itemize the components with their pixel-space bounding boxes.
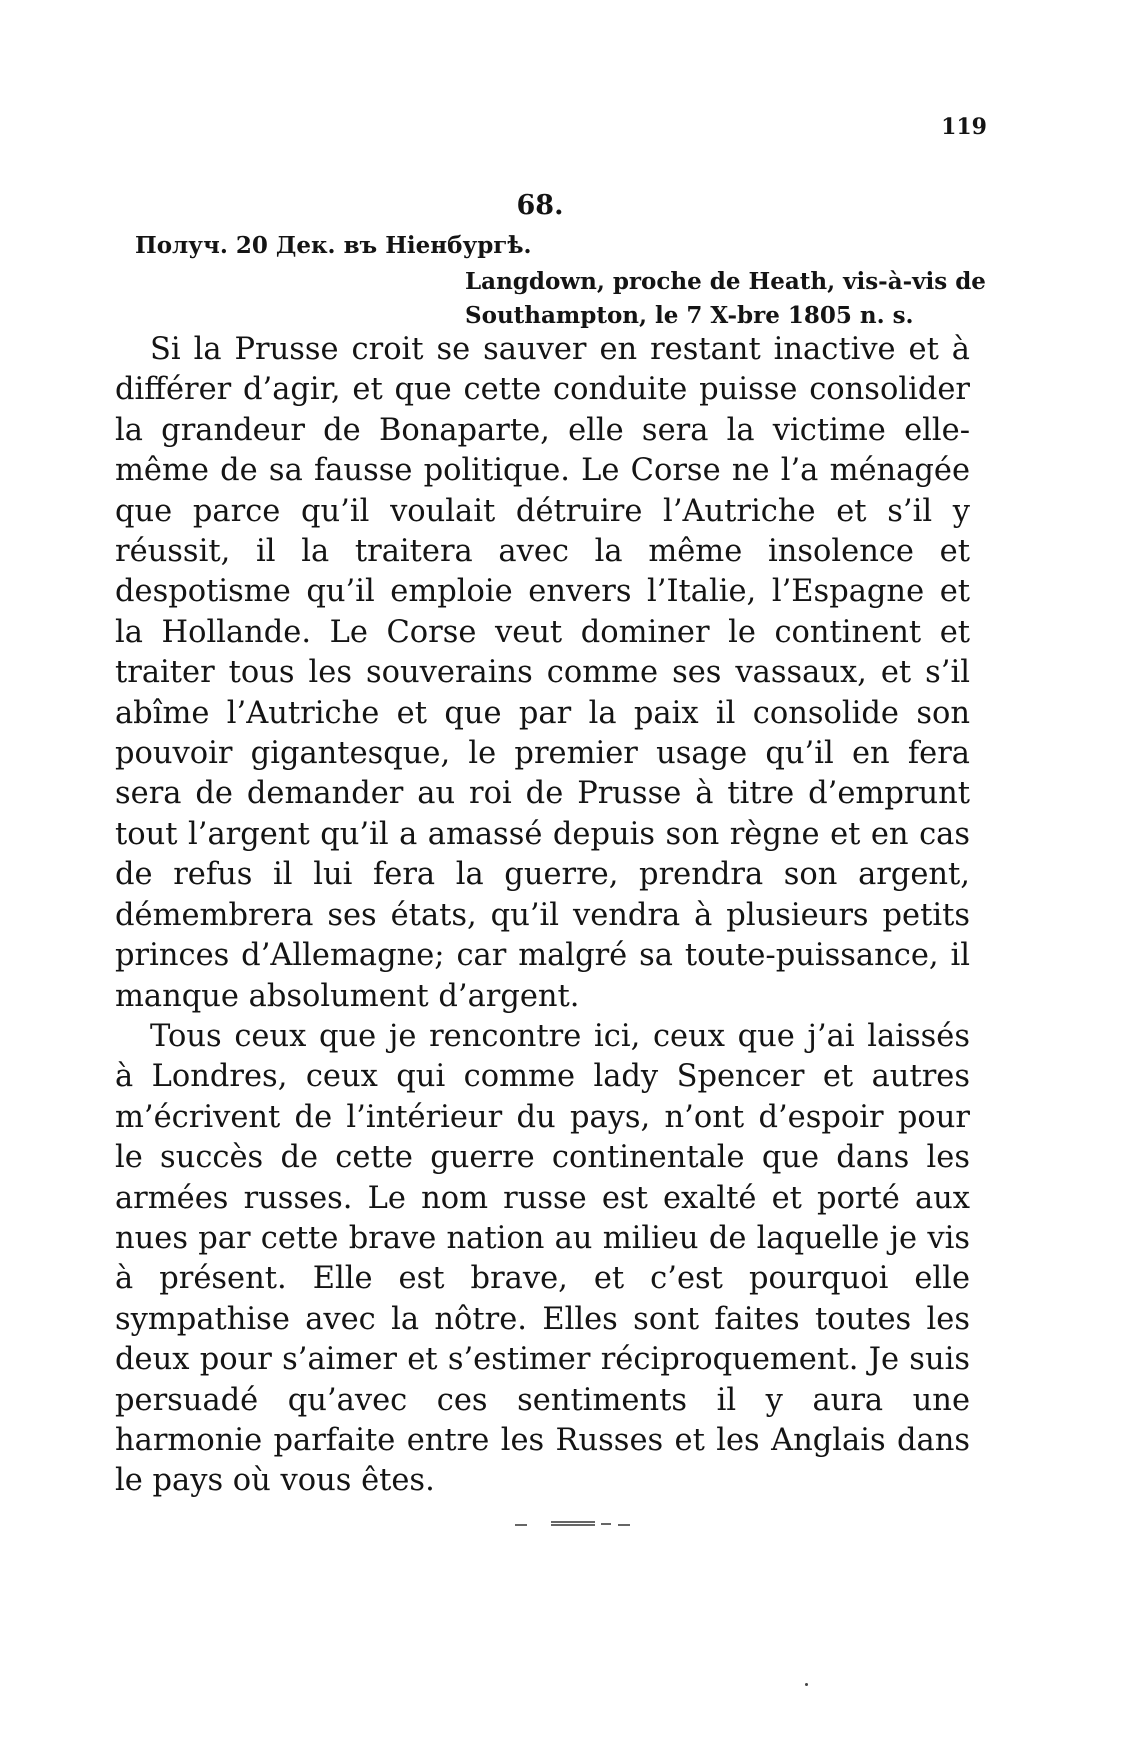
place-date-line-2: Southampton, le 7 X-bre 1805 n. s.	[465, 302, 914, 329]
place-date-block	[465, 265, 985, 333]
body-paragraph-2: Tous ceux que je rencontre ici, ceux que j’ai laissés à Londres, ceux qui comme lady Spencer et autres m’écrivent de l’intérieur du pays, n’ont d’espoir pour le succès de cette guerre continentale que dans les armées russes. Le nom russe est exalté et porté aux nues par cette brave nation au milieu de laquelle je vis à présent. Elle est brave, et c’est pourquoi elle sympathise avec la nôtre. Elles sont faites toutes les deux pour s’aimer et s’estimer réciproquement. Je suis persuadé qu’avec ces sentiments il y aura une harmonie parfaite entre les Russes et les Anglais dans le pays où vous êtes.	[115, 1018, 970, 1499]
letter-number: 68.	[516, 190, 564, 221]
print-speck	[805, 1683, 808, 1686]
closing-rule	[515, 1518, 630, 1528]
page-number: 119	[941, 114, 987, 140]
place-date-line-1: Langdown, proche de Heath, vis-à-vis de	[465, 268, 986, 295]
body-paragraph-1: Si la Prusse croit se sauver en restant inactive et à différer d’agir, et que cette conduite puisse consolider la grandeur de Bonaparte, elle sera la victime elle-même de sa fausse politique. Le Corse ne l’a ménagée que parce qu’il voulait détruire l’Autriche et s’il y réussit, il la traitera avec la même insolence et despotisme qu’il emploie envers l’Italie, l’Espagne et la Hollande. Le Corse veut dominer le continent et traiter tous les souverains comme ses vassaux, et s’il abîme l’Autriche et que par la paix il consolide son pouvoir gigantesque, le premier usage qu’il en fera sera de demander au roi de Prusse à titre d’emprunt tout l’argent qu’il a amassé depuis son règne et en cas de refus il lui fera la guerre, prendra son argent, démembrera ses états, qu’il vendra à plusieurs petits princes d’Allemagne; car malgré sa toute-puissance, il manque absolument d’argent.	[115, 332, 970, 1014]
received-note: Получ. 20 Дек. въ Ніенбургѣ.	[135, 232, 532, 259]
letter-body	[115, 330, 970, 1502]
